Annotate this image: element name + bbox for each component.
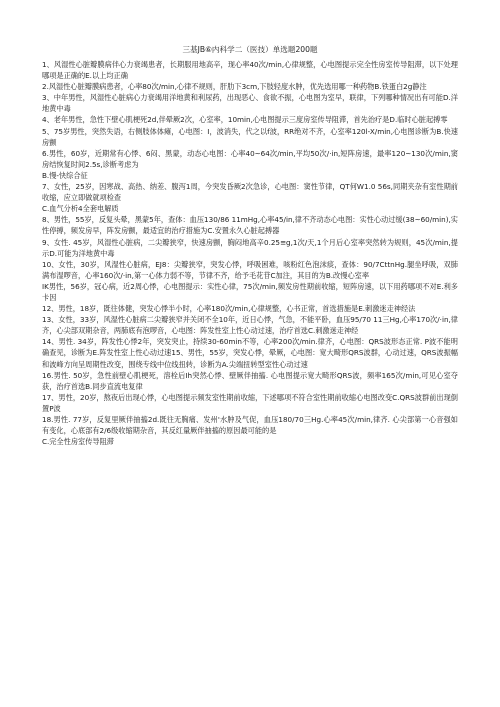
paragraph: 18.男性. 77岁，反复里厥伴抽搐2d.既往无胸痛、发州'水肿及气促，血压180/70三Hg.心率45次/min,律齐. 心尖部第一心音强如有变化，心底部有2/6级收缩期杂音，其反红量厥伴抽搐的原因最可能的是 (42, 415, 458, 436)
paragraph: C.血气分析4全套电解质 (42, 204, 119, 214)
paragraph: IK男性，56岁，冠心病，近2周心悸，心电图提示：实性心律，75次/min,频发房性期前收缩，短阵房速，以下用药哪项不对E.利多卡因 (42, 281, 458, 302)
paragraph: 12、男性，18岁，既往体健，突发心悸半小时，心率180次/min,心律规整，心书正常，首选措施是E.刺激迷走神经法 (42, 304, 416, 314)
document-title: 三基JB⑥内科学二（医技）单选题200题 (182, 45, 318, 54)
paragraph: 4、老年男性，急性下壁心肌梗死2d,伴晕厥2次，心室率，10min,心电图提示三度房室传导阻滞，首先治疗是D.临时心脏起搏零 (42, 115, 448, 125)
paragraph: 13、女性，33岁，风湿性心脏病二尖瓣狭窄并关闭不全10年，近日心悸，气急，不能平卧，血压95/70 11三Hg,心率170次/·in,律齐，心尖部双期杂音，两肺底有泡啰音，心电图：阵发性室上性心动过速，治疗首选C.刺激迷走神经 (42, 315, 458, 336)
paragraph: 10、女性，30岁，风湿性心脏病，EJ8：尖瓣狭窄，突发心悸，呼吸困难，咳粉红色泡沫痰，查体：90/7CttnHg.腿坐呼吸，双肺满布湿啰音，心率160次/·in,第一心体力弱不等，节律不齐，给予毛花苷C加注，其目的为B.改慢心室率 (42, 259, 458, 280)
paragraph: B.慢-快综合征 (42, 170, 88, 180)
paragraph: 7、女性，25岁，因寒战、高热、纳差、腹泻1周，今突发昏厥2次急诊，心电图：窦性节律，QT何W1.0 56s,同期夹杂有室性期前收缩，应立即做就项检查 (42, 182, 458, 203)
question-list (42, 59, 458, 447)
paragraph: 14、男性. 34岁，阵发性心悸2年，突发突止，持续30-60min不等，心率200次/min.律齐，心电图：QRS波形态正常. P波不能明确查见，诊断为E.阵发性室上性心动过速15、男性，55岁，突发心悸，晕厥，心电图：宽大畸形QRS波群，心动过速，QRS波振幅和波峰方向呈周期性改变，围绕专线中位线扭转，诊断为A.尖端扭转型室性心动过速 (42, 337, 458, 369)
paragraph: 3、中年男性，风湿性心脏病心力衰竭用洋地黄和利尿药，出现恶心、食欲不振，心电图为室早，联律，下列哪种情况出有可能D.洋地黄中毒 (42, 93, 458, 114)
paragraph: 17、男性，20岁，熬夜后出现心悸，心电图提示频发室性期前收缩，下述哪项不符合室性期前收缩心电图改变C.QRS波群前出现倒置P波 (42, 392, 458, 413)
paragraph: 5、75岁男性，突然失语，右侧肢体体瘫，心电图：I，波消失，代之以f波，RR绝对不齐，心室率120l-X/min,心电图诊断为B.快速房颤 (42, 126, 458, 147)
paragraph: 6.男性，60岁，近期常有心悸、6闷、黑蒙，动态心电图：心率40~64次/min,平均50次/·in,短阵房速，最率120~130次/min,窦房结恢复时间2.5s,诊断考虑为 (42, 148, 458, 169)
paragraph: C.完全性房室传导阻滞 (42, 437, 114, 447)
paragraph: 16.男性. 50岁，急性前壁心肌梗死，溶栓后Ih突然心悸、壁厥伴抽搐. 心电图提示宽大畸形QRS波，频率165次/min,可见心室夺获，治疗首选B.同步直流电复律 (42, 370, 458, 391)
paragraph: 2.风湿性心脏瓣膜病患者，心率80次/min,心律不规则，肝肋下3cm,下肢轻度水肿，优先选用哪一种药物B.铁蛋白2g静注 (42, 82, 427, 92)
paragraph: 8、男性，55岁，反复头晕，黑蒙5年，查体：血压130/86 11mHg,心率45/in,律不齐动态心电图：实性心动过缓(38~60/min),实性停搏，频发房早，阵发房颤，最适宜的治疗措施为C.安置永久心脏起搏器 (42, 215, 458, 236)
paragraph: 1、风湿性心脏瓣膜病伴心力衰竭患者，长期服用地高辛，现心率40次/min,心律规整，心电图提示完全性房室传导阻滞，以下处理哪项是正确的E.以上均正确 (42, 60, 458, 81)
paragraph: 9、女性. 45岁，风湿性心脏病，二尖瓣狭窄，快速房颤，胸闷地高辛0.25≡g,1次/天,1个月后心室率突然转为规则，45次/min,提示D.可能为洋地黄中毒 (42, 237, 458, 258)
